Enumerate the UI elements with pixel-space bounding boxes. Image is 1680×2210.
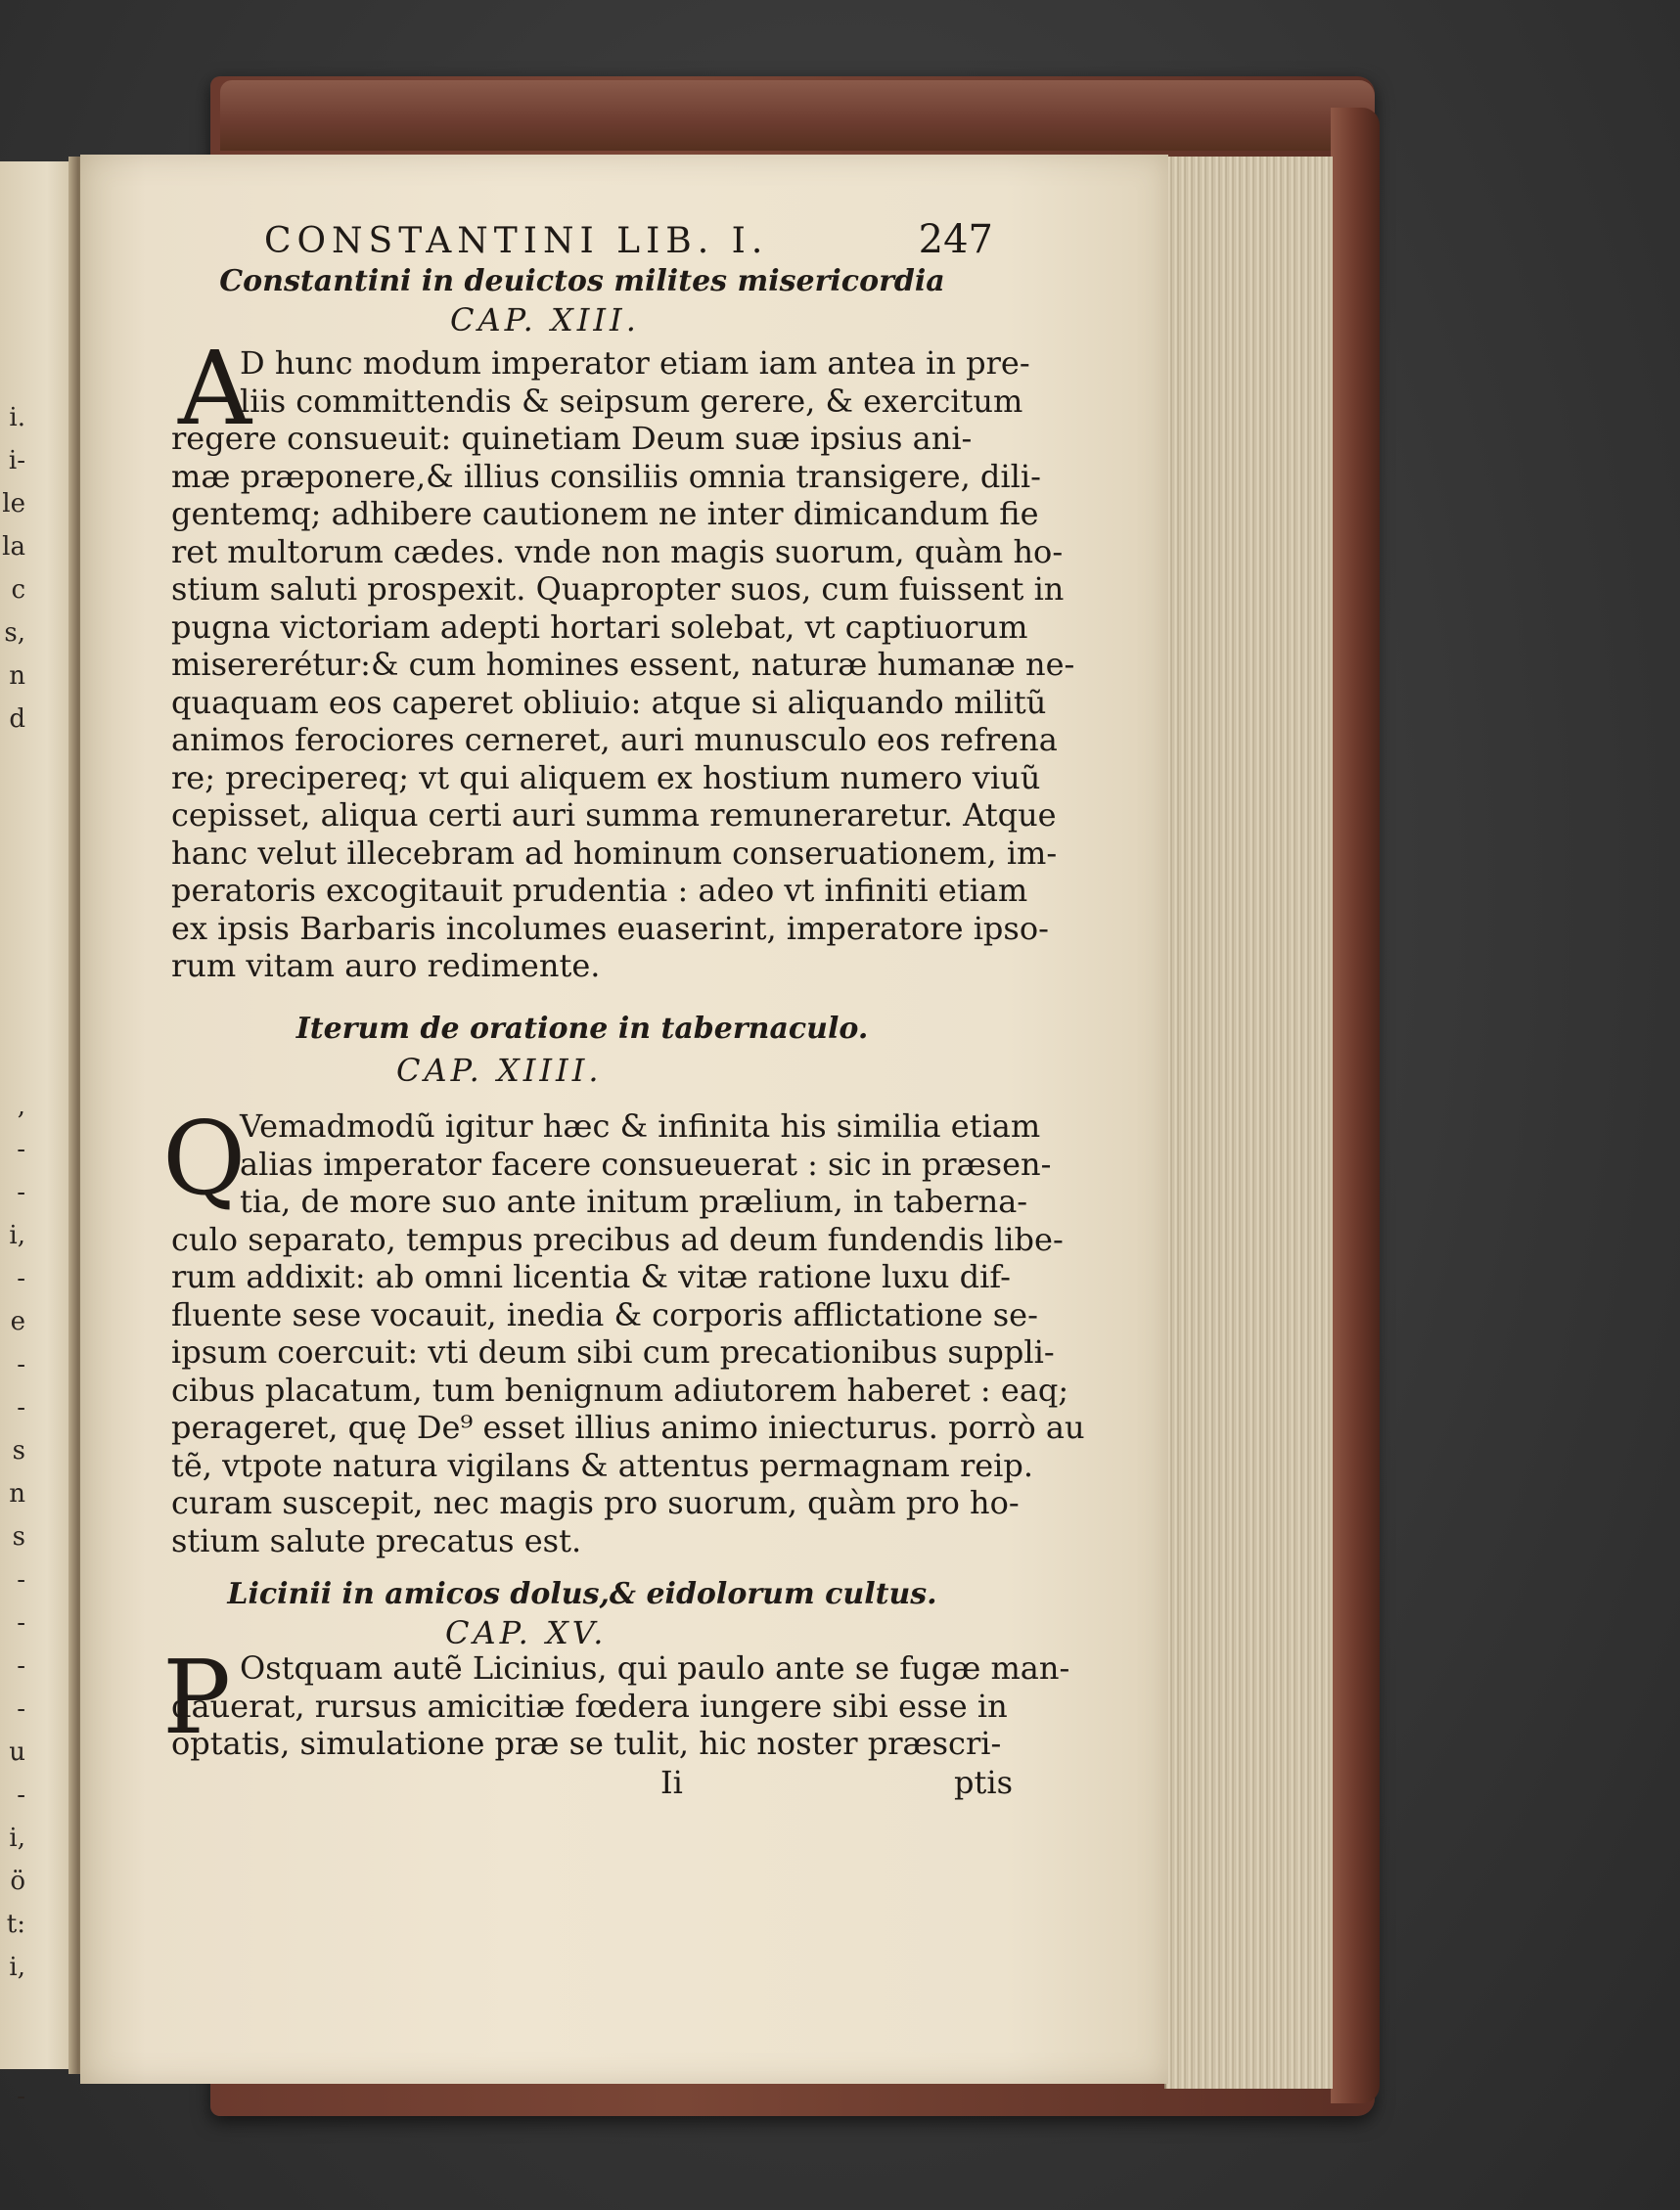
chapter-14-cap-label: CAP. XIIII. — [396, 1052, 603, 1089]
chapter13-line: stium saluti prospexit. Quapropter suos, cum fuissent in — [171, 570, 1065, 608]
chapter13-line: pugna victoriam adepti hortari solebat, vt captiuorum — [171, 608, 1028, 646]
chapter15-line: dauerat, rursus amicitiæ fœdera iungere sibi esse in — [171, 1687, 1008, 1725]
left-margin-fragment: le — [2, 489, 25, 519]
chapter14-line: tia, de more suo ante initum prælium, in taberna- — [240, 1183, 1028, 1220]
book-cover-edge — [1331, 108, 1380, 2103]
running-title: CONSTANTINI LIB. I. — [264, 221, 769, 261]
left-margin-fragment: i- — [8, 446, 25, 475]
chapter-15-cap-label: CAP. XV. — [445, 1614, 608, 1651]
chapter-13-dropcap: A — [178, 329, 252, 448]
left-margin-fragment: s — [12, 1522, 25, 1552]
left-margin-fragment — [0, 913, 25, 956]
chapter14-line: perageret, quę De⁹ esset illius animo iniecturus. porrò au — [171, 1409, 1085, 1446]
left-margin-fragment: n — [9, 1479, 25, 1509]
left-margin-fragment: d — [9, 704, 25, 734]
left-margin-fragment: t: — [6, 1910, 25, 1939]
left-margin-fragment: - — [17, 1781, 25, 1810]
chapter14-line: curam suscepit, nec magis pro suorum, quàm pro ho- — [171, 1484, 1020, 1521]
chapter13-line: quaquam eos caperet obliuio: atque si aliquando militũ — [171, 683, 1047, 721]
chapter13-line: hanc velut illecebram ad hominum conseruationem, im- — [171, 834, 1058, 872]
chapter14-line: ipsum coercuit: vti deum sibi cum precationibus suppli- — [171, 1333, 1055, 1371]
chapter13-line: mæ præponere,& illius consiliis omnia transigere, dili- — [171, 457, 1041, 495]
chapter13-line: D hunc modum imperator etiam iam antea in pre- — [240, 344, 1030, 382]
left-margin-fragment — [0, 956, 25, 999]
left-margin-fragment: - — [17, 1178, 25, 1207]
left-margin-fragment: n — [9, 661, 25, 691]
chapter-13-cap-label: CAP. XIII. — [450, 301, 640, 338]
left-margin-fragment: , — [17, 1092, 25, 1121]
chapter14-line: fluente sese vocauit, inedia & corporis afflictatione se- — [171, 1295, 1038, 1333]
chapter-13-title: Constantini in deuictos milites misericordia — [219, 264, 945, 298]
left-page — [0, 161, 78, 2111]
left-margin-fragment: - — [17, 1694, 25, 1724]
chapter13-line: re; precipereq; vt qui aliquem ex hostium numero viuũ — [171, 758, 1041, 796]
left-margin-fragment — [0, 1989, 25, 2032]
left-margin-fragment — [0, 2032, 25, 2075]
left-margin-fragment: u — [9, 1737, 25, 1767]
chapter13-line: animos ferociores cerneret, auri munusculo eos refrena — [171, 721, 1058, 758]
chapter-14-text — [171, 1107, 1085, 1559]
chapter-14-title: Iterum de oratione in tabernaculo. — [295, 1012, 869, 1046]
book-cover-top — [220, 80, 1375, 151]
left-margin-fragment: i, — [9, 1221, 25, 1250]
left-margin-fragment: - — [17, 1135, 25, 1164]
chapter13-line: ret multorum cædes. vnde non magis suorum, quàm ho- — [171, 532, 1064, 570]
page-number: 247 — [918, 217, 993, 262]
chapter13-line: gentemq; adhibere cautionem ne inter dimicandum fie — [171, 495, 1039, 532]
left-margin-fragment: la — [2, 532, 25, 562]
chapter-15-title: Licinii in amicos dolus,& eidolorum cultus. — [227, 1577, 937, 1611]
left-margin-fragment: - — [17, 1393, 25, 1422]
running-head — [264, 213, 993, 262]
left-margin-fragment: s — [12, 1436, 25, 1466]
left-margin-fragment: i. — [9, 403, 25, 432]
left-margin-fragment — [0, 1042, 25, 1085]
left-margin-fragment: s, — [4, 618, 25, 648]
left-margin-fragment: c — [11, 575, 25, 605]
page-block-fore-edge — [1164, 157, 1333, 2089]
left-margin-fragment — [0, 827, 25, 870]
chapter14-line: culo separato, tempus precibus ad deum fundendis libe- — [171, 1220, 1064, 1258]
chapter14-line: cibus placatum, tum benignum adiutorem haberet : eaq; — [171, 1371, 1069, 1409]
left-margin-fragment: - — [17, 1651, 25, 1681]
left-margin-fragment: - — [17, 1350, 25, 1379]
left-margin-fragment: - — [17, 1565, 25, 1595]
chapter15-line: Ostquam autẽ Licinius, qui paulo ante se fugæ man- — [240, 1649, 1070, 1687]
chapter13-line: misererétur:& cum homines essent, naturæ humanæ ne- — [171, 646, 1075, 683]
chapter14-line: rum addixit: ab omni licentia & vitæ ratione luxu dif- — [171, 1258, 1011, 1295]
chapter14-line: alias imperator facere consueuerat : sic in præsen- — [240, 1145, 1052, 1183]
catchword: ptis — [954, 1764, 1013, 1801]
chapter13-line: regere consueuit: quinetiam Deum suæ ipsius ani- — [171, 420, 973, 457]
chapter13-line: peratoris excogitauit prudentia : adeo vt infiniti etiam — [171, 872, 1028, 909]
left-margin-fragment — [0, 999, 25, 1042]
signature-mark: Ii — [660, 1764, 683, 1801]
chapter-13-text — [171, 344, 1075, 985]
chapter14-line: Vemadmodũ igitur hæc & infinita his similia etiam — [240, 1107, 1041, 1145]
left-margin-fragment — [0, 741, 25, 784]
chapter14-line: stium salute precatus est. — [171, 1521, 582, 1559]
chapter14-line: tẽ, vtpote natura vigilans & attentus permagnam reip. — [171, 1446, 1034, 1484]
chapter-14-dropcap: Q — [162, 1099, 247, 1218]
chapter15-line: optatis, simulatione præ se tulit, hic noster præscri- — [171, 1725, 1002, 1762]
chapter-15-text — [171, 1649, 1070, 1763]
left-margin-fragment: i, — [9, 1953, 25, 1982]
chapter-15-dropcap: P — [162, 1638, 231, 1757]
left-margin-fragment: - — [17, 1264, 25, 1293]
left-margin-fragment: - — [17, 1608, 25, 1638]
left-margin-fragment: i, — [9, 1824, 25, 1853]
chapter13-line: rum vitam auro redimente. — [171, 947, 601, 984]
chapter13-line: liis committendis & seipsum gerere, & exercitum — [240, 382, 1023, 420]
chapter13-line: cepisset, aliqua certi auri summa remuneraretur. Atque — [171, 796, 1057, 834]
left-margin-fragment: - — [17, 2082, 25, 2111]
left-margin-fragment: e — [10, 1307, 25, 1336]
left-page-margin-text — [0, 396, 25, 2118]
left-margin-fragment — [0, 870, 25, 913]
chapter13-line: ex ipsis Barbaris incolumes euaserint, imperatore ipso- — [171, 909, 1049, 947]
left-margin-fragment: ö — [10, 1867, 25, 1896]
left-margin-fragment — [0, 784, 25, 827]
